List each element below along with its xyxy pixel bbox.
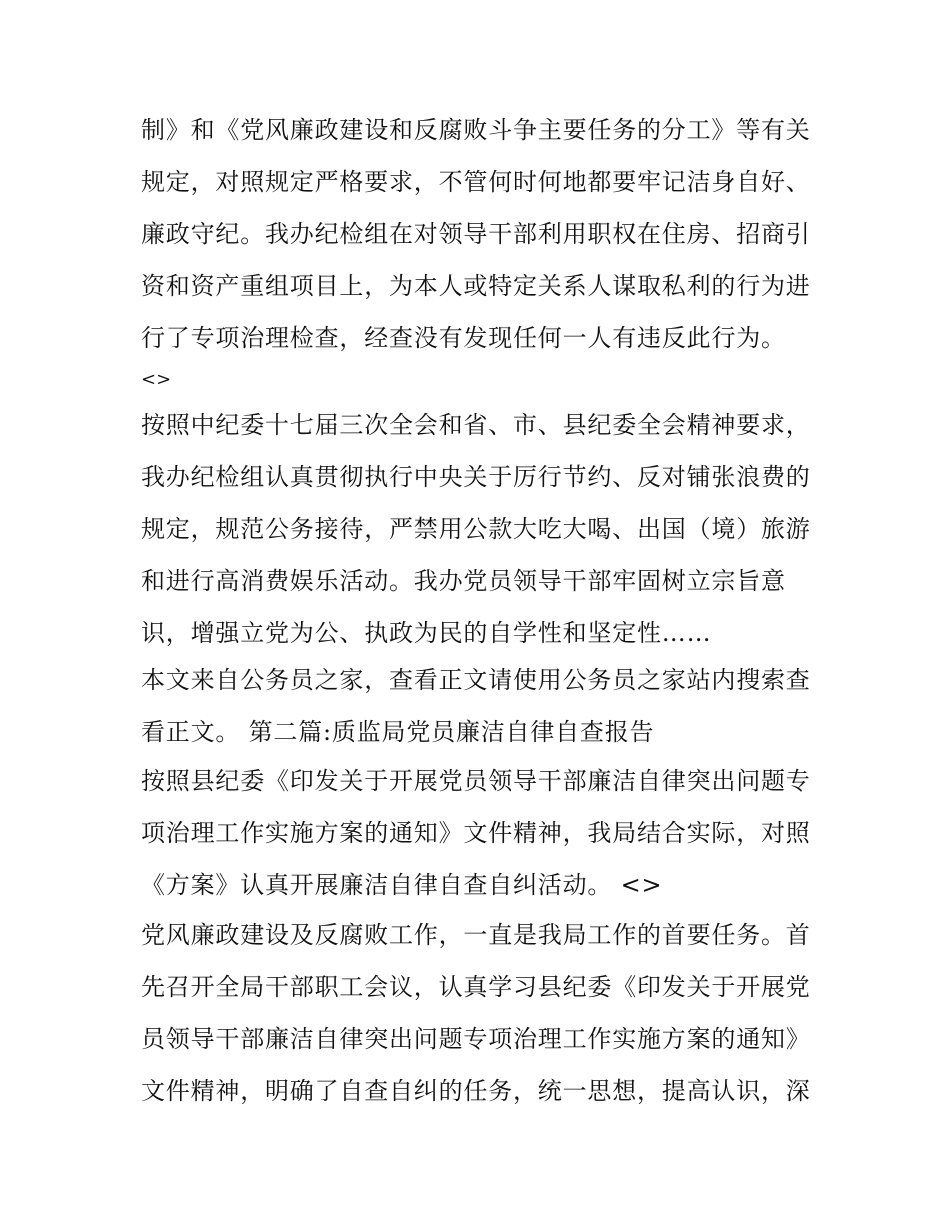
- source-note-line: 看正文。 第二篇:质监局党员廉洁自律自查报告: [141, 718, 655, 746]
- paragraph-line: 先召开全局干部职工会议，认真学习县纪委《印发关于开展党: [141, 973, 811, 1001]
- paragraph-line: 廉政守纪。我办纪检组在对领导干部利用职权在住房、招商引: [141, 220, 811, 248]
- paragraph-line: 文件精神，明确了自查自纠的任务，统一思想，提高认识，深: [141, 1077, 811, 1105]
- paragraph-line: 资和资产重组项目上，为本人或特定关系人谋取私利的行为进: [141, 272, 811, 300]
- section-marker: <>: [141, 369, 172, 390]
- paragraph-line: 行了专项治理检查，经查没有发现任何一人有违反此行为。: [141, 324, 786, 352]
- paragraph-line: 和进行高消费娱乐活动。我办党员领导干部牢固树立宗旨意: [141, 567, 786, 595]
- paragraph-line: 《方案》认真开展廉洁自律自查自纠活动。 <>: [141, 871, 663, 899]
- paragraph-line: 规定，规范公务接待，严禁用公款大吃大喝、出国（境）旅游: [141, 515, 811, 543]
- paragraph-line: 制》和《党风廉政建设和反腐败斗争主要任务的分工》等有关: [141, 116, 811, 144]
- source-note-line: 本文来自公务员之家，查看正文请使用公务员之家站内搜索查: [141, 666, 811, 694]
- paragraph-line: 规定，对照规定严格要求，不管何时何地都要牢记洁身自好、: [141, 168, 811, 196]
- paragraph-line: 项治理工作实施方案的通知》文件精神，我局结合实际，对照: [141, 819, 811, 847]
- paragraph-line: 按照中纪委十七届三次全会和省、市、县纪委全会精神要求，: [141, 411, 811, 439]
- paragraph-line: 我办纪检组认真贯彻执行中央关于厉行节约、反对铺张浪费的: [141, 463, 811, 491]
- paragraph-line: 党风廉政建设及反腐败工作，一直是我局工作的首要任务。首: [141, 921, 811, 949]
- paragraph-line: 识，增强立党为公、执政为民的自学性和坚定性……: [141, 619, 712, 647]
- paragraph-line: 按照县纪委《印发关于开展党员领导干部廉洁自律突出问题专: [141, 767, 811, 795]
- paragraph-line: 员领导干部廉洁自律突出问题专项治理工作实施方案的通知》: [141, 1025, 811, 1053]
